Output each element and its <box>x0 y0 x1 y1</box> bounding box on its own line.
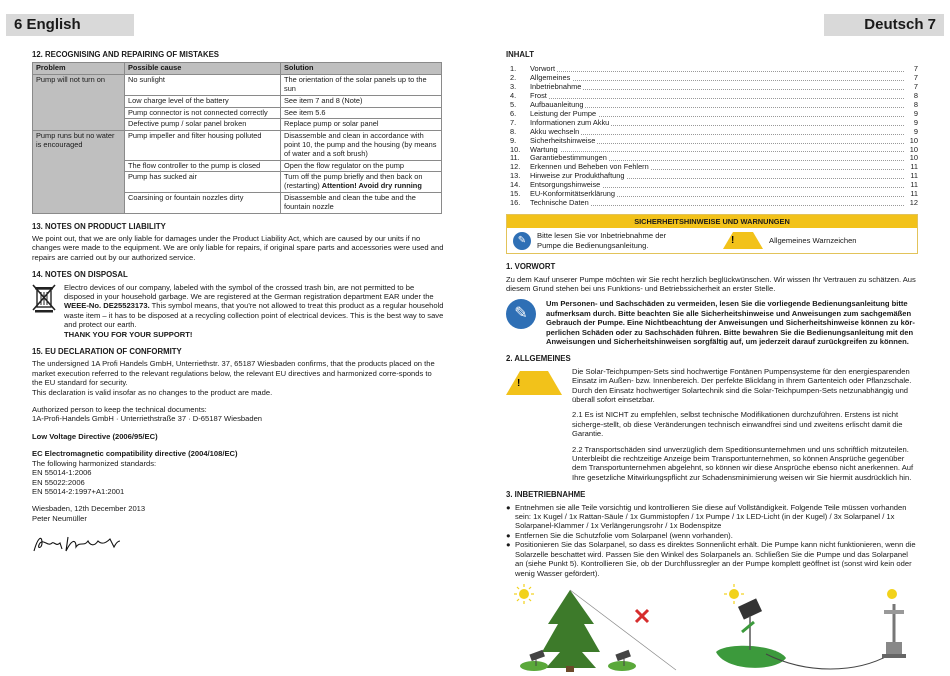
table-row: Pump has sucked air Turn off the pump briefly and then back on (restarting) Attention! Avoid dry running <box>33 172 442 193</box>
installation-illustration <box>506 582 918 676</box>
toc-entry: 12. Erkennen und Beheben von Fehlern 11 <box>510 162 918 172</box>
table-row: Coarsining or fountain nozzles dirty Disassemble and clean the tube and the fountain nozzle <box>33 192 442 213</box>
toc-entry: 15. EU-Konformitätserklärung 11 <box>510 189 918 199</box>
page-number-left: 6 English <box>6 14 134 36</box>
toc-entry: 2. Allgemeines 7 <box>510 73 918 83</box>
toc-entry: 1. Vorwort 7 <box>510 64 918 74</box>
table-header: Solution <box>281 63 442 75</box>
right-column <box>506 50 918 676</box>
section-2: 2. ALLGEMEINES ! Die Solar-Teichpumpen-Sets sind hochwertige Fontänen Pumpensysteme für den energiesparenden Einsatz im Außen- bzw. Innenbereich. Der perfekte Blickfang in Ihrem Gartenteich oder Pflanzschale. Durch den Einsatz hochwertiger Solartechnik sind die Solar-Teichpumpen-Sets netzunabhängig und überall sofort einsetzbar. 2.1 Es ist NICHT zu empfehlen, selbst technische Modifikationen durchzuführen. Erstens ist nicht sicherge-stellt, ob diese Veränderungen technisch einwandfrei sind und zweitens erlischt damit die Garantie. 2.2 Transportschäden sind unverzüglich dem Speditionsunternehmen und uns schriftlich mitzuteilen. Unterbleibt die rechtzeitige Anzeige beim Transportunternehmen, so können Ansprüche gegenüber dem Transportunternehmen abgelehnt, so können wir diese Ansprüche ebenso nicht anerkennen. Auf Ihre gesetzliche Mitwirkungspflicht zur Schadensminimierung weisen wir Sie hiermit ausdrücklich hin. <box>506 354 914 482</box>
toc-title: INHALT <box>506 50 535 59</box>
cross-icon <box>636 610 648 622</box>
warning-icon: ! <box>506 371 562 395</box>
table-of-contents <box>506 65 918 208</box>
solar-panel-icon <box>716 598 786 667</box>
read-manual-icon: ✎ <box>506 299 536 329</box>
toc-entry: 5. Aufbauanleitung 8 <box>510 100 918 110</box>
toc-entry: 8. Akku wechseln 9 <box>510 126 918 136</box>
read-manual-icon: ✎ <box>513 232 531 250</box>
signature <box>32 533 444 557</box>
toc-entry: 9. Sicherheitshinweise 10 <box>510 135 918 145</box>
table-row: Pump connector is not connected correctly See item 5.6 <box>33 107 442 119</box>
page-number-right: Deutsch 7 <box>824 14 944 36</box>
section-13: 13. NOTES ON PRODUCT LIABILITY We point out, that we are only liable for damages under the Product Liability Act, which are caused by our units if no changes were made to the equipment. We are only liable for repairs, if original spare parts and accessories were used and repairs are carried out by our authorized service. <box>32 221 444 262</box>
table-row: Pump will not turn on No sunlight The orientation of the solar panels up to the sun <box>33 75 442 96</box>
toc-entry: 4. Frost 8 <box>510 91 918 101</box>
toc-entry: 3. Inbetriebnahme 7 <box>510 82 918 92</box>
section-15: 15. EU DECLARATION OF CONFORMITY The undersigned 1A Profi Handels GmbH, Unterriethstr. 37, 65187 Wiesbaden confirms, that the products placed on the market execution referred to the relevant regulations below, the relevant EU directives and harmonized corre-sponds to the EU standard for security. This declaration is valid insofar as no changes to the product are made. Authorized person to keep the technical documents: 1A-Profi-Handels GmbH · Unterriethstraße 37 · D-65187 Wiesbaden Low Voltage Directive (2006/95/EC) EC Electromagnetic compatibility directive (2004/108/EC) The following harmonized standards: EN 55014-1:2006 EN 55022:2006 EN 55014-2:1997+A1:2001 Wiesbaden, 12th December 2013 Peter Neumüller <box>32 347 444 558</box>
table-row: The flow controller to the pump is closed Open the flow regulator on the pump <box>33 160 442 172</box>
section-1: 1. VORWORT Zu dem Kauf unserer Pumpe möchten wir Sie recht herzlich beglückwünschen. Wir wissen Ihr Vertrauen zu schätzen. Aus diesem Grund stehen bei uns Funktions- und Betriebssicherheit an erster Stelle. ✎ Um Personen- und Sachschäden zu vermeiden, lesen Sie die vorliegende Bedienungsanleitung bitte aufmerksam durch. Bitte beachten Sie alle Sicherheitshinweise und Anweisungen zum sachgemäßen Gebrauch der Pumpe. Eine Nichtbeachtung der Anweisungen und Sicherheitshinweise können zu kör-perlichen Schäden oder zu Sachschäden führen. Bitte bewahren Sie die Bedienungsanleitung mit den Anweisungen und Sicherheitshinweisen sorgfältig auf, um jederzeit darauf zurückgreifen zu können. <box>506 262 916 346</box>
warning-icon: ! <box>723 232 763 249</box>
table-row: Defective pump / solar panel broken Replace pump or solar panel <box>33 119 442 131</box>
toc-entry: 16. Technische Daten 12 <box>510 198 918 207</box>
fountain-pump-icon <box>882 604 906 658</box>
toc-entry: 7. Informationen zum Akku 9 <box>510 117 918 127</box>
section-3: 3. INBETRIEBNAHME ● Entnehmen sie alle Teile vorsichtig und kontrollieren Sie diese auf Vollständigkeit. Folgende Teile müssen vorhanden sein: 1x Kugel / 1x Rattan-Säule / 1x Gummistopfen / 1x Pumpe / 1x LED-Licht (in der Kugel) / 3x Solarpanel / 1x Solarpanel-Klammer / 1x Verlängerungsrohr / 1x Bodenspitze ● Entfernen Sie die Schutzfolie vom Solarpanel (wenn vorhanden). ● Positionieren Sie das Solarpanel, so dass es direktes Sonnenlicht erhält. Die Pumpe kann nicht funktionieren, wenn die Solarzelle beschattet wird. Passen Sie den Winkel des Solarpanels an. Schließen Sie die Pumpe und das Solarpanel an (siehe Punkt 5). Kontrollieren Sie, ob der Durchflussregler an der Pumpe komplett geöffnet ist (sonst wird kein oder wenig Wasser gefördert). <box>506 490 916 578</box>
section-12-title: 12. RECOGNISING AND REPAIRING OF MISTAKES <box>32 50 219 59</box>
toc-entry: 6. Leistung der Pumpe 9 <box>510 108 918 118</box>
toc-entry: 11. Garantiebestimmungen 10 <box>510 153 918 163</box>
table-header: Problem <box>33 63 125 75</box>
table-row: Pump runs but no water is encouraged Pump impeller and filter housing polluted Disassemble and clean in accordance with point 10, the pump and the housing (by means of water and a soft brush) <box>33 131 442 160</box>
sun-icon <box>887 589 897 599</box>
table-row: Low charge level of the battery See item 7 and 8 (Note) <box>33 95 442 107</box>
panel-icon <box>608 650 636 671</box>
sun-icon <box>514 584 534 604</box>
table-header: Possible cause <box>125 63 281 75</box>
section-14: 14. NOTES ON DISPOSAL Electro devices of our company, labeled with the symbol of the crossed trash bin, are not permitted to be disposed in your household garbage. We are registered at the German registration department EAR under the WEEE-No. DE25523173. This symbol means, that you're not allowed to treat this product as a regular household waste item – it has to be disposed at a recycling collection point of electrical devices. This is the best way to save and protect our earth. THANK YOU FOR YOUR SUPPORT! <box>32 270 444 339</box>
shaded-panel-icon <box>520 650 548 671</box>
toc-entry: 13. Hinweise zur Produkthaftung 11 <box>510 171 918 181</box>
toc-entry: 14. Entsorgungshinweise 11 <box>510 180 918 190</box>
left-column <box>32 50 444 558</box>
troubleshooting-table <box>32 62 442 213</box>
sun-icon <box>724 584 744 604</box>
tree-icon <box>542 590 600 672</box>
toc-entry: 10. Wartung 10 <box>510 144 918 154</box>
safety-box: SICHERHEITSHINWEISE UND WARNUNGEN ✎ Bitte lesen Sie vor Inbetriebnahme der Pumpe die Bedienungsanleitung. ! Allgemeines Warnzeichen <box>506 214 918 254</box>
crossed-trash-bin-icon <box>32 283 58 339</box>
